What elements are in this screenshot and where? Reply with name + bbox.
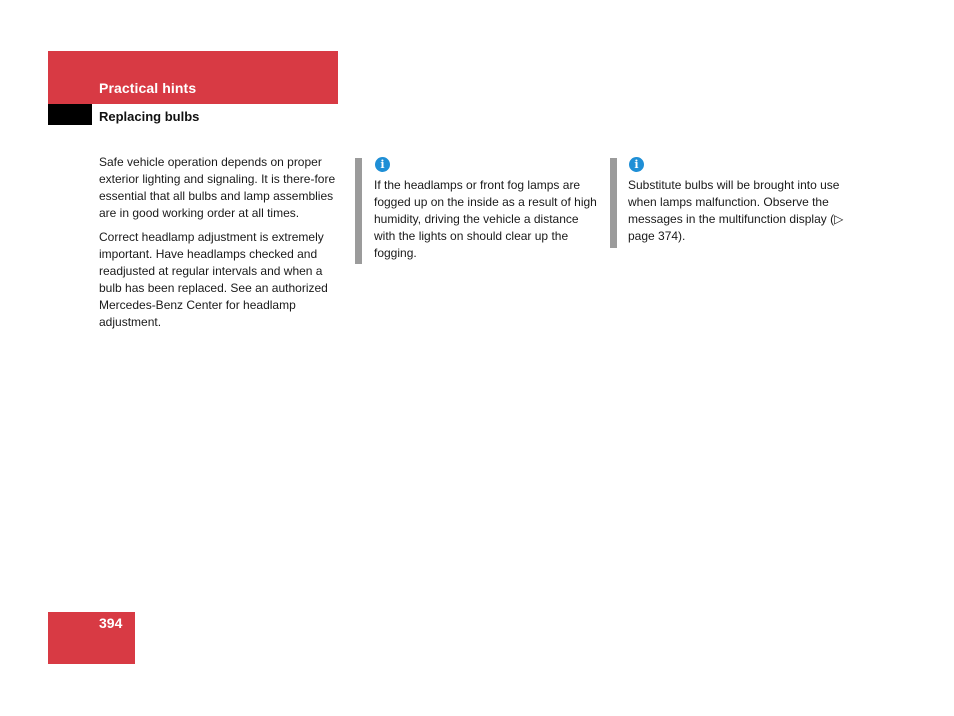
main-text-column — [99, 154, 339, 338]
body-paragraph: Safe vehicle operation depends on proper exterior lighting and signaling. It is there-fore essential that all bulbs and lamp assemblies are in good working order at all times. — [99, 155, 336, 220]
info-note-text: If the headlamps or front fog lamps are fogged up on the inside as a result of high humidity, driving the vehicle a distance with the lights on should clear up the fogging. — [374, 178, 597, 260]
section-header-band — [48, 51, 338, 104]
note-side-bar — [355, 158, 362, 264]
page-subtitle: Replacing bulbs — [99, 109, 200, 124]
info-note-text: Substitute bulbs will be brought into use when lamps malfunction. Observe the messages in the multifunction display (▷ page 374). — [628, 178, 844, 243]
page-number: 394 — [99, 615, 123, 631]
note-side-bar — [610, 158, 617, 248]
body-paragraph: Correct headlamp adjustment is extremely important. Have headlamps checked and readjusted at regular intervals and when a bulb has been replaced. See an authorized Mercedes-Benz Center for headlamp adjustment. — [99, 230, 328, 329]
info-icon: i — [375, 157, 390, 172]
info-icon: i — [629, 157, 644, 172]
section-marker-tab — [48, 104, 92, 125]
section-title: Practical hints — [99, 80, 197, 96]
